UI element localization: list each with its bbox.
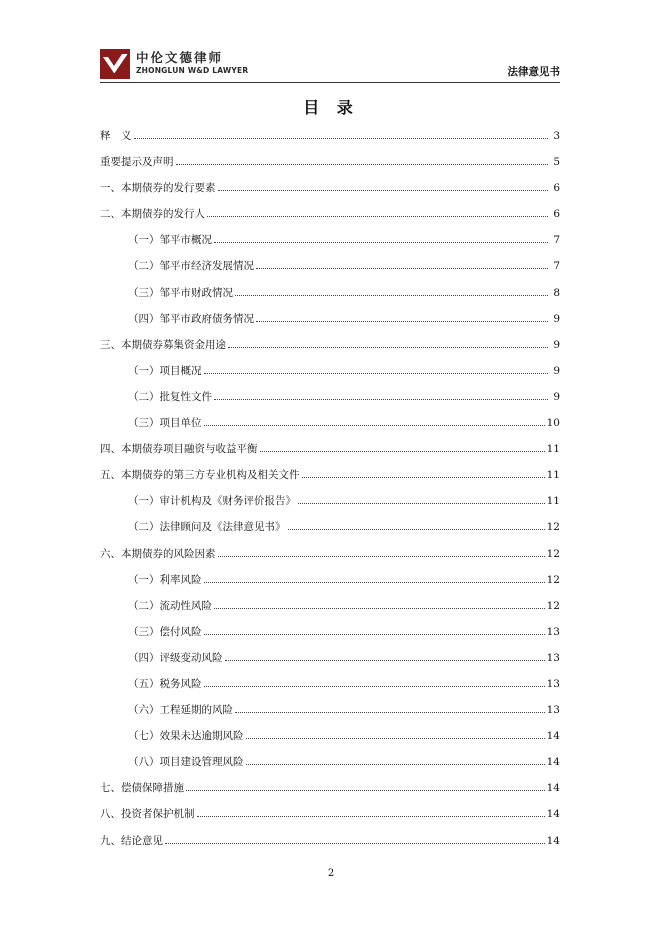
toc-entry-page: 13 xyxy=(546,625,560,638)
toc-entry[interactable] xyxy=(100,830,560,856)
toc-entry-label: （一）项目概况 xyxy=(128,364,202,377)
toc-entry[interactable] xyxy=(100,751,560,777)
toc-entry[interactable] xyxy=(100,151,560,177)
toc-dot-leader xyxy=(288,518,545,530)
toc-entry[interactable] xyxy=(100,177,560,203)
toc-entry[interactable] xyxy=(100,490,560,516)
toc-entry-page: 11 xyxy=(546,443,560,456)
firm-logo xyxy=(100,48,270,80)
toc-entry[interactable] xyxy=(100,308,560,334)
toc-entry[interactable] xyxy=(100,569,560,595)
page-number: 2 xyxy=(327,868,335,879)
toc-entry-page: 12 xyxy=(546,599,560,612)
toc-entry[interactable] xyxy=(100,647,560,673)
toc-entry-label: 释 义 xyxy=(100,130,132,142)
toc-entry-label: 五、本期债券的第三方专业机构及相关文件 xyxy=(100,469,300,482)
toc-entry-page: 12 xyxy=(546,547,560,560)
toc-entry-page: 13 xyxy=(546,677,560,690)
header-divider xyxy=(100,82,560,83)
toc-entry-page: 10 xyxy=(546,417,560,430)
toc-entry-page: 13 xyxy=(546,704,560,717)
toc-entry-label: （八）项目建设管理风险 xyxy=(128,756,244,769)
toc-entry-page: 8 xyxy=(553,286,560,299)
toc-entry-label: （三）邹平市财政情况 xyxy=(128,286,233,299)
toc-dot-leader xyxy=(204,414,545,426)
toc-entry-page: 9 xyxy=(553,364,560,377)
toc-dot-leader xyxy=(204,623,545,635)
toc-entry[interactable] xyxy=(100,360,560,386)
toc-entry[interactable] xyxy=(100,725,560,751)
toc-entry-label: （二）流动性风险 xyxy=(128,599,212,612)
toc-entry-page: 9 xyxy=(553,312,560,325)
toc-entry-label: （六）工程延期的风险 xyxy=(128,704,233,717)
toc-entry-page: 7 xyxy=(553,260,560,273)
toc-entry[interactable] xyxy=(100,438,560,464)
toc-entry[interactable] xyxy=(100,203,560,229)
toc-dot-leader xyxy=(207,205,548,217)
toc-entry-label: 七、偿债保障措施 xyxy=(100,782,184,795)
toc-entry-label: （一）邹平市概况 xyxy=(128,234,212,247)
toc-entry-page: 7 xyxy=(553,234,560,247)
toc-entry[interactable] xyxy=(100,464,560,490)
toc-entry-page: 12 xyxy=(546,521,560,534)
toc-dot-leader xyxy=(235,284,548,296)
toc-entry-page: 14 xyxy=(546,834,560,847)
toc-entry-label: （四）邹平市政府债务情况 xyxy=(128,312,254,325)
toc-entry-label: 八、投资者保护机制 xyxy=(100,808,195,821)
toc-entry[interactable] xyxy=(100,673,560,699)
toc-dot-leader xyxy=(218,179,549,191)
toc-entry-label: （四）评级变动风险 xyxy=(128,651,223,664)
toc-dot-leader xyxy=(256,310,548,322)
toc-entry-page: 11 xyxy=(546,469,560,482)
toc-dot-leader xyxy=(246,753,545,765)
toc-entry[interactable] xyxy=(100,543,560,569)
toc-dot-leader xyxy=(176,153,549,165)
toc-dot-leader xyxy=(302,466,545,478)
toc-entry-label: （一）审计机构及《财务评价报告》 xyxy=(128,495,296,508)
toc-entry[interactable] xyxy=(100,595,560,621)
firm-name-cn: 中伦文德律师 xyxy=(136,50,224,65)
toc-entry[interactable] xyxy=(100,516,560,542)
toc-dot-leader xyxy=(165,832,545,844)
toc-entry[interactable] xyxy=(100,777,560,803)
toc-entry-label: （二）邹平市经济发展情况 xyxy=(128,260,254,273)
firm-name-en: ZHONGLUN W&D LAWYER xyxy=(136,66,249,75)
page-header xyxy=(100,48,560,82)
toc-entry-label: 三、本期债券募集资金用途 xyxy=(100,338,226,351)
toc-entry-page: 6 xyxy=(553,182,560,195)
toc-dot-leader xyxy=(214,597,545,609)
toc-entry-page: 11 xyxy=(546,495,560,508)
toc-entry[interactable] xyxy=(100,282,560,308)
toc-entry-label: （七）效果未达逾期风险 xyxy=(128,730,244,743)
toc-entry-label: 重要提示及声明 xyxy=(100,156,174,169)
toc-entry-label: 四、本期债券项目融资与收益平衡 xyxy=(100,443,258,456)
toc-entry[interactable] xyxy=(100,386,560,412)
toc-entry-label: 一、本期债券的发行要素 xyxy=(100,182,216,195)
toc-entry-label: （三）偿付风险 xyxy=(128,625,202,638)
toc-entry-page: 12 xyxy=(546,573,560,586)
toc-entry-page: 9 xyxy=(553,338,560,351)
toc-entry-page: 14 xyxy=(546,730,560,743)
toc-dot-leader xyxy=(214,231,548,243)
document-type: 法律意见书 xyxy=(507,66,560,78)
toc-entry-page: 9 xyxy=(553,390,560,403)
toc-entry-page: 14 xyxy=(546,782,560,795)
toc-dot-leader xyxy=(218,545,545,557)
toc-dot-leader xyxy=(214,388,548,400)
toc-entry-page: 3 xyxy=(553,130,560,142)
toc-entry-label: 六、本期债券的风险因素 xyxy=(100,547,216,560)
toc-entry[interactable] xyxy=(100,125,560,151)
toc-entry[interactable] xyxy=(100,803,560,829)
toc-dot-leader xyxy=(260,440,545,452)
toc-entry[interactable] xyxy=(100,229,560,255)
toc-dot-leader xyxy=(204,362,549,374)
toc-entry-page: 14 xyxy=(546,808,560,821)
toc-dot-leader xyxy=(204,675,545,687)
toc-dot-leader xyxy=(225,649,545,661)
toc-entry[interactable] xyxy=(100,621,560,647)
toc-dot-leader xyxy=(298,492,545,504)
toc-dot-leader xyxy=(197,805,545,817)
toc-entry-page: 5 xyxy=(553,156,560,169)
toc-dot-leader xyxy=(204,571,545,583)
toc-dot-leader xyxy=(228,336,548,348)
toc-entry-label: （二）法律顾问及《法律意见书》 xyxy=(128,521,286,534)
toc-dot-leader xyxy=(134,127,549,139)
firm-logo-mark-icon xyxy=(100,49,130,79)
table-of-contents xyxy=(100,125,560,856)
toc-dot-leader xyxy=(246,727,545,739)
toc-entry-label: （三）项目单位 xyxy=(128,417,202,430)
toc-dot-leader xyxy=(256,257,548,269)
toc-entry-page: 6 xyxy=(553,208,560,221)
toc-entry-label: （一）利率风险 xyxy=(128,573,202,586)
toc-entry-label: 二、本期债券的发行人 xyxy=(100,208,205,221)
toc-entry-label: （二）批复性文件 xyxy=(128,390,212,403)
toc-entry[interactable] xyxy=(100,699,560,725)
toc-entry[interactable] xyxy=(100,255,560,281)
toc-entry[interactable] xyxy=(100,412,560,438)
toc-dot-leader xyxy=(235,701,545,713)
toc-entry-label: （五）税务风险 xyxy=(128,677,202,690)
toc-title: 目 录 xyxy=(303,98,359,117)
toc-entry-label: 九、结论意见 xyxy=(100,834,163,847)
toc-entry-page: 13 xyxy=(546,651,560,664)
toc-entry[interactable] xyxy=(100,334,560,360)
toc-dot-leader xyxy=(186,779,545,791)
toc-entry-page: 14 xyxy=(546,756,560,769)
